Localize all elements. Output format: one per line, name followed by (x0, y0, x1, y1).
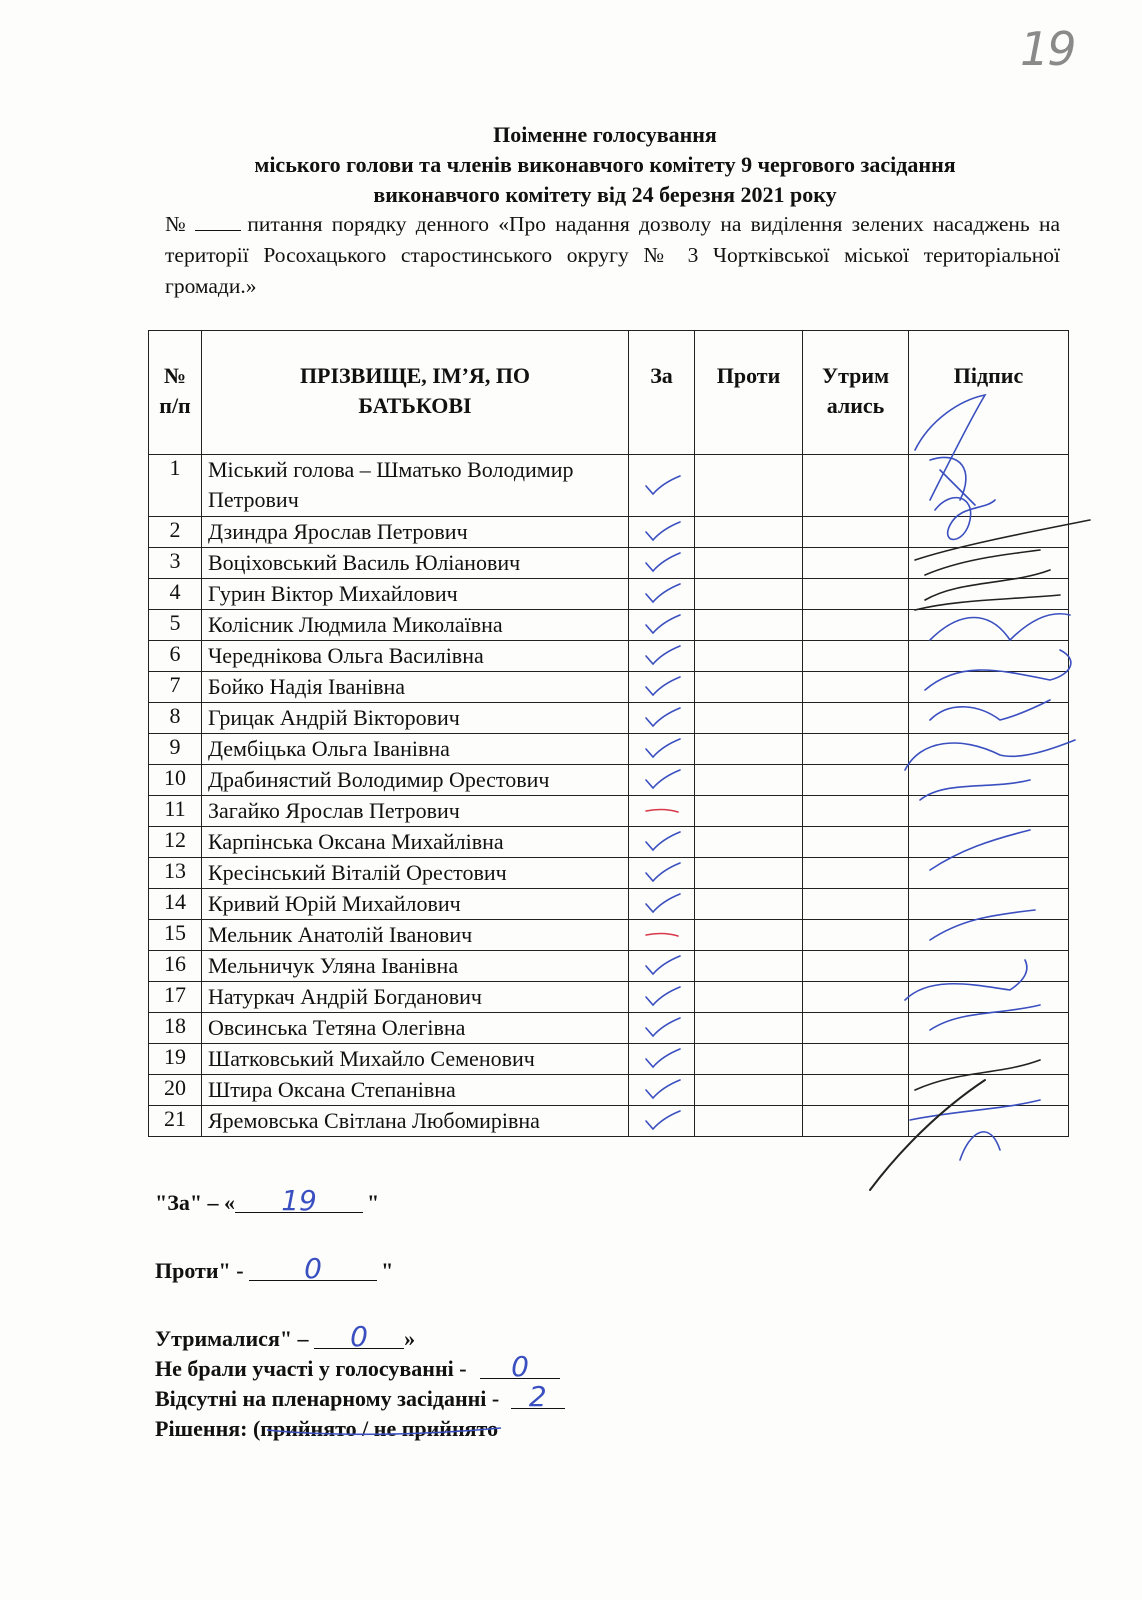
table-row (149, 641, 1069, 672)
vote-for-cell (629, 1106, 695, 1137)
row-number: 18 (149, 1013, 202, 1044)
check-mark-icon (640, 1109, 684, 1133)
table-row (149, 703, 1069, 734)
header-num: № п/п (149, 331, 202, 455)
summary-for-value: 19 (235, 1190, 363, 1213)
signature-cell (909, 827, 1069, 858)
vote-against-cell (695, 734, 803, 765)
row-number: 20 (149, 1075, 202, 1106)
check-mark-icon (640, 892, 684, 916)
member-name: Мельник Анатолій Іванович (202, 920, 629, 951)
vote-for-cell (629, 982, 695, 1013)
table-row (149, 796, 1069, 827)
row-number: 8 (149, 703, 202, 734)
vote-against-cell (695, 1106, 803, 1137)
member-name: Дзиндра Ярослав Петрович (202, 517, 629, 548)
summary-abstain-value: 0 (314, 1326, 404, 1349)
table-row (149, 920, 1069, 951)
vote-for-cell (629, 920, 695, 951)
table-row (149, 1013, 1069, 1044)
row-number: 14 (149, 889, 202, 920)
vote-abstain-cell (803, 672, 909, 703)
table-row (149, 827, 1069, 858)
document-heading (150, 120, 1060, 210)
signature-cell (909, 1044, 1069, 1075)
vote-for-cell (629, 703, 695, 734)
row-number: 16 (149, 951, 202, 982)
question-text: питання порядку денного «Про надання дозволу на виділення зелених насаджень на території Росохацького старостинського округу № 3 Чортківської міської територіальної громади.» (165, 212, 1061, 298)
vote-against-cell (695, 920, 803, 951)
vote-for-cell (629, 1044, 695, 1075)
row-number: 17 (149, 982, 202, 1013)
row-number: 15 (149, 920, 202, 951)
voting-table (148, 330, 1069, 1137)
vote-against-cell (695, 548, 803, 579)
check-mark-icon (640, 830, 684, 854)
check-mark-icon (640, 644, 684, 668)
signature-cell (909, 1106, 1069, 1137)
table-row (149, 951, 1069, 982)
vote-for-cell (629, 1075, 695, 1106)
vote-for-cell (629, 858, 695, 889)
vote-for-cell (629, 548, 695, 579)
vote-for-cell (629, 951, 695, 982)
vote-against-cell (695, 765, 803, 796)
vote-abstain-cell (803, 765, 909, 796)
vote-against-cell (695, 889, 803, 920)
vote-abstain-cell (803, 1044, 909, 1075)
row-number: 6 (149, 641, 202, 672)
table-row (149, 517, 1069, 548)
summary-against: Проти" - 0 " (155, 1252, 394, 1285)
vote-abstain-cell (803, 734, 909, 765)
vote-abstain-cell (803, 1013, 909, 1044)
member-name: Грицак Андрій Вікторович (202, 703, 629, 734)
vote-against-cell (695, 703, 803, 734)
vote-for-cell (629, 517, 695, 548)
row-number: 3 (149, 548, 202, 579)
vote-abstain-cell (803, 1075, 909, 1106)
table-row (149, 982, 1069, 1013)
table-row (149, 858, 1069, 889)
member-name: Драбинястий Володимир Орестович (202, 765, 629, 796)
vote-against-cell (695, 1044, 803, 1075)
member-name: Мельничук Уляна Іванівна (202, 951, 629, 982)
vote-abstain-cell (803, 641, 909, 672)
table-row (149, 1106, 1069, 1137)
vote-against-cell (695, 579, 803, 610)
vote-for-cell (629, 827, 695, 858)
member-name: Загайко Ярослав Петрович (202, 796, 629, 827)
member-name: Яремовська Світлана Любомирівна (202, 1106, 629, 1137)
question-number-sign: № (165, 212, 190, 236)
row-number: 13 (149, 858, 202, 889)
vote-against-cell (695, 610, 803, 641)
vote-for-cell (629, 455, 695, 517)
row-number: 2 (149, 517, 202, 548)
check-mark-icon (640, 768, 684, 792)
page-number: 19 (1020, 22, 1075, 76)
row-number: 12 (149, 827, 202, 858)
check-mark-icon (640, 1078, 684, 1102)
vote-for-cell (629, 579, 695, 610)
summary-absent-value: 2 (511, 1386, 565, 1409)
row-number: 11 (149, 796, 202, 827)
summary-abstain: Утрималися" – 0 » (155, 1320, 416, 1353)
vote-abstain-cell (803, 920, 909, 951)
member-name: Міський голова – Шматько Володимир Петрович (202, 455, 629, 517)
summary-not-participated-value: 0 (480, 1356, 560, 1379)
vote-against-cell (695, 796, 803, 827)
check-mark-icon (640, 520, 684, 544)
row-number: 4 (149, 579, 202, 610)
row-number: 9 (149, 734, 202, 765)
summary-for: "За" – « 19 " (155, 1184, 380, 1217)
member-name: Гурин Віктор Михайлович (202, 579, 629, 610)
table-header-row (149, 331, 1069, 455)
vote-for-cell (629, 796, 695, 827)
vote-for-cell (629, 610, 695, 641)
vote-against-cell (695, 951, 803, 982)
heading-title: Поіменне голосування (493, 122, 717, 147)
vote-for-cell (629, 1013, 695, 1044)
vote-abstain-cell (803, 610, 909, 641)
summary-not-participated: Не брали участі у голосуванні - 0 (155, 1356, 560, 1382)
member-name: Штира Оксана Степанівна (202, 1075, 629, 1106)
signature-cell (909, 579, 1069, 610)
vote-abstain-cell (803, 1106, 909, 1137)
vote-against-cell (695, 858, 803, 889)
check-mark-icon (640, 1047, 684, 1071)
vote-for-cell (629, 672, 695, 703)
signature-cell (909, 889, 1069, 920)
check-mark-icon (640, 1016, 684, 1040)
signature-cell (909, 517, 1069, 548)
member-name: Колісник Людмила Миколаївна (202, 610, 629, 641)
header-for: За (629, 331, 695, 455)
signature-cell (909, 641, 1069, 672)
table-row (149, 734, 1069, 765)
signature-cell (909, 672, 1069, 703)
vote-abstain-cell (803, 455, 909, 517)
check-mark-icon (640, 985, 684, 1009)
header-abstain: Утрим ались (803, 331, 909, 455)
vote-against-cell (695, 827, 803, 858)
signature-cell (909, 796, 1069, 827)
decision-underline (265, 1424, 505, 1438)
check-mark-icon (640, 613, 684, 637)
row-number: 7 (149, 672, 202, 703)
signature-cell (909, 548, 1069, 579)
dash-mark-icon (640, 799, 684, 823)
vote-against-cell (695, 517, 803, 548)
signature-cell (909, 1075, 1069, 1106)
summary-against-value: 0 (249, 1258, 377, 1281)
signature-cell (909, 703, 1069, 734)
vote-against-cell (695, 455, 803, 517)
check-mark-icon (640, 675, 684, 699)
heading-subtitle: міського голови та членів виконавчого комітету 9 чергового засідання (254, 152, 956, 177)
summary-decision: Рішення: (прийнято / не прийнято (155, 1416, 499, 1441)
row-number: 10 (149, 765, 202, 796)
vote-abstain-cell (803, 579, 909, 610)
table-row (149, 672, 1069, 703)
signature-cell (909, 920, 1069, 951)
vote-abstain-cell (803, 889, 909, 920)
vote-abstain-cell (803, 982, 909, 1013)
vote-against-cell (695, 641, 803, 672)
row-number: 5 (149, 610, 202, 641)
table-row (149, 1075, 1069, 1106)
vote-abstain-cell (803, 548, 909, 579)
heading-date: виконавчого комітету від 24 березня 2021 року (373, 182, 837, 207)
vote-for-cell (629, 641, 695, 672)
member-name: Карпінська Оксана Михайлівна (202, 827, 629, 858)
row-number: 21 (149, 1106, 202, 1137)
agenda-question (165, 209, 1060, 302)
vote-for-cell (629, 889, 695, 920)
table-row (149, 610, 1069, 641)
row-number: 19 (149, 1044, 202, 1075)
row-number: 1 (149, 455, 202, 517)
check-mark-icon (640, 551, 684, 575)
check-mark-icon (640, 737, 684, 761)
table-row (149, 1044, 1069, 1075)
header-against: Проти (695, 331, 803, 455)
member-name: Череднікова Ольга Василівна (202, 641, 629, 672)
signature-cell (909, 982, 1069, 1013)
vote-abstain-cell (803, 517, 909, 548)
signature-cell (909, 734, 1069, 765)
table-row (149, 765, 1069, 796)
summary-absent: Відсутні на пленарному засіданні - 2 (155, 1386, 565, 1412)
signature-cell (909, 610, 1069, 641)
member-name: Дембіцька Ольга Іванівна (202, 734, 629, 765)
check-mark-icon (640, 474, 684, 498)
vote-against-cell (695, 672, 803, 703)
vote-abstain-cell (803, 703, 909, 734)
vote-for-cell (629, 765, 695, 796)
vote-abstain-cell (803, 858, 909, 889)
check-mark-icon (640, 582, 684, 606)
table-row (149, 889, 1069, 920)
signature-cell (909, 1013, 1069, 1044)
vote-for-cell (629, 734, 695, 765)
signature-cell (909, 455, 1069, 517)
member-name: Воціховський Василь Юліанович (202, 548, 629, 579)
check-mark-icon (640, 706, 684, 730)
member-name: Кривий Юрій Михайлович (202, 889, 629, 920)
vote-abstain-cell (803, 796, 909, 827)
signature-cell (909, 765, 1069, 796)
vote-against-cell (695, 982, 803, 1013)
signature-cell (909, 951, 1069, 982)
dash-mark-icon (640, 923, 684, 947)
member-name: Овсинська Тетяна Олегівна (202, 1013, 629, 1044)
vote-against-cell (695, 1075, 803, 1106)
table-row (149, 548, 1069, 579)
member-name: Натуркач Андрій Богданович (202, 982, 629, 1013)
check-mark-icon (640, 954, 684, 978)
member-name: Кресінський Віталій Орестович (202, 858, 629, 889)
signature-cell (909, 858, 1069, 889)
vote-against-cell (695, 1013, 803, 1044)
question-number-blank (195, 212, 241, 231)
check-mark-icon (640, 861, 684, 885)
member-name: Шатковський Михайло Семенович (202, 1044, 629, 1075)
header-name: ПРІЗВИЩЕ, ІМ’Я, ПО БАТЬКОВІ (202, 331, 629, 455)
table-row (149, 455, 1069, 517)
header-signature: Підпис (909, 331, 1069, 455)
vote-abstain-cell (803, 951, 909, 982)
table-row (149, 579, 1069, 610)
vote-abstain-cell (803, 827, 909, 858)
member-name: Бойко Надія Іванівна (202, 672, 629, 703)
